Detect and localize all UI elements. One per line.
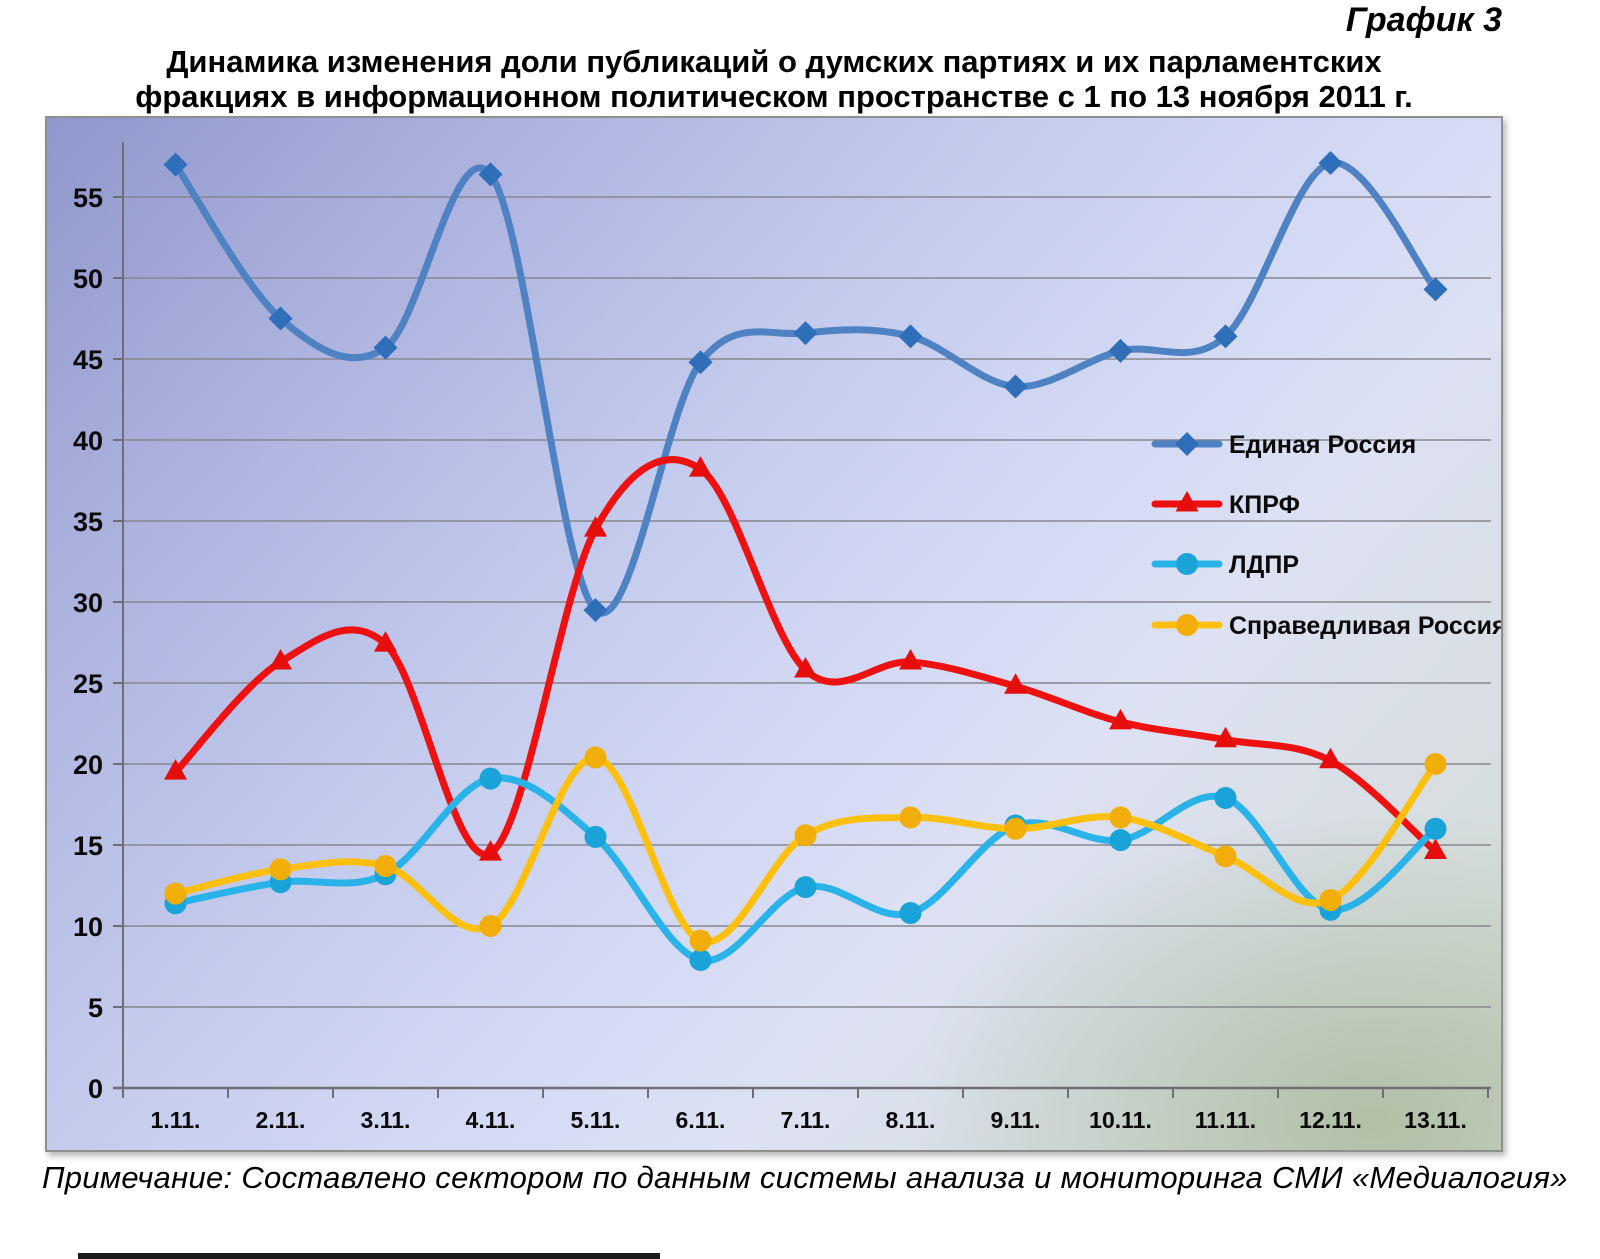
x-axis-tick-label: 4.11. [465,1107,516,1133]
data-point-marker [1320,889,1342,911]
x-axis-tick-label: 3.11. [360,1107,411,1133]
data-point-marker [1425,753,1447,775]
data-point-marker [1110,806,1132,828]
data-point-marker [900,806,922,828]
legend-label: ЛДПР [1229,551,1299,579]
y-axis-tick-label: 20 [72,750,103,780]
y-axis-tick-label: 0 [87,1074,103,1104]
chart-title-line2: фракциях в информационном политическом пространстве с 1 по 13 ноября 2011 г. [135,79,1413,114]
figure-label: График 3 [1345,1,1502,39]
x-axis-tick-label: 8.11. [885,1107,936,1133]
data-point-marker [585,747,607,769]
x-axis-tick-label: 13.11. [1404,1107,1467,1133]
data-point-marker [375,855,397,877]
y-axis-tick-label: 55 [72,183,103,213]
series-line-0 [176,163,1436,613]
x-axis-tick-label: 10.11. [1089,1107,1152,1133]
y-axis-tick-label: 50 [72,264,103,294]
y-axis-tick-label: 30 [72,588,103,618]
data-point-marker [1004,375,1028,399]
data-point-marker [1005,818,1027,840]
x-axis-tick-label: 12.11. [1299,1107,1362,1133]
data-point-marker [1215,845,1237,867]
x-axis-tick-label: 9.11. [990,1107,1041,1133]
data-point-marker [270,858,292,880]
data-point-marker [795,824,817,846]
y-axis-tick-label: 35 [72,507,103,537]
y-axis-tick-label: 15 [72,831,103,861]
y-axis-tick-label: 25 [72,669,103,699]
chart-title-line1: Динамика изменения доли публикаций о думских партиях и их парламентских [166,44,1382,79]
data-point-marker [1110,829,1132,851]
data-point-marker [900,902,922,924]
x-axis-tick-label: 5.11. [570,1107,621,1133]
y-axis-tick-label: 5 [87,993,103,1023]
series-line-3 [176,757,1436,941]
data-point-marker [585,826,607,848]
legend-marker [1175,432,1199,456]
y-axis-tick-label: 40 [72,426,103,456]
legend-marker [1176,553,1198,575]
data-point-marker [480,768,502,790]
y-axis-tick-label: 45 [72,345,103,375]
x-axis-tick-label: 2.11. [255,1107,306,1133]
legend-marker [1176,614,1198,636]
data-point-marker [795,876,817,898]
source-note: Примечание: Составлено сектором по данным системы анализа и мониторинга СМИ «Медиалогия» [42,1160,1568,1195]
x-axis-tick-label: 6.11. [675,1107,726,1133]
data-point-marker [165,883,187,905]
legend-label: Единая Россия [1229,431,1417,459]
legend-label: Справедливая Россия [1229,612,1501,640]
legend-label: КПРФ [1229,491,1300,519]
y-axis-tick-label: 10 [72,912,103,942]
data-point-marker [1425,818,1447,840]
x-axis-tick-label: 1.11. [150,1107,201,1133]
cropped-content-artifact [78,1253,660,1259]
x-axis-tick-label: 7.11. [780,1107,831,1133]
data-point-marker [794,321,818,345]
line-chart [47,118,1501,1150]
chart-title [45,44,1503,114]
data-point-marker [690,930,712,952]
data-point-marker [899,324,923,348]
data-point-marker [690,949,712,971]
data-point-marker [480,915,502,937]
chart-area [45,116,1503,1152]
data-point-marker [1215,787,1237,809]
x-axis-tick-label: 11.11. [1194,1107,1257,1133]
